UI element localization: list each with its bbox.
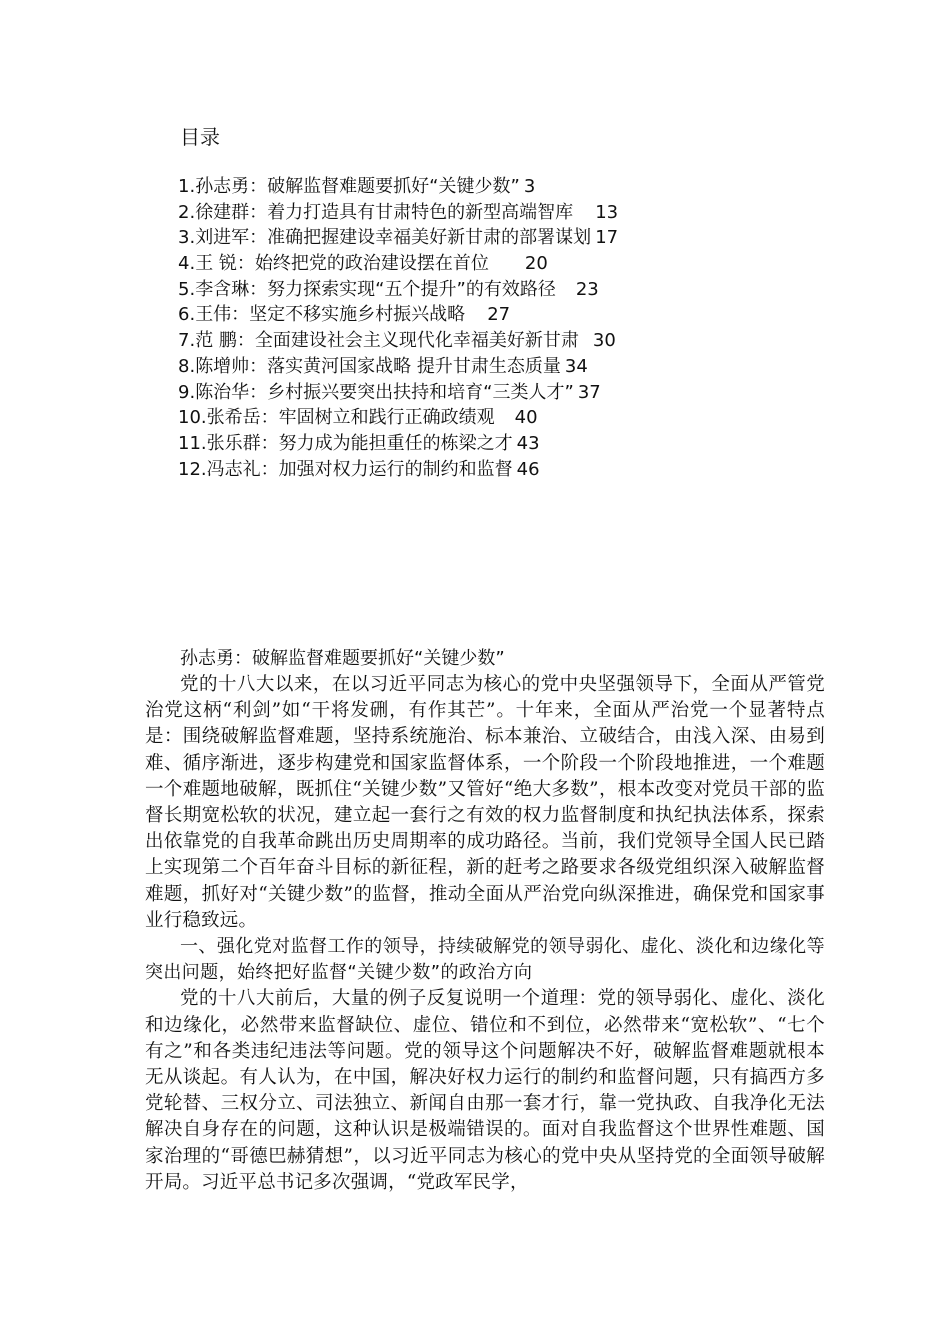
toc-entry-title: 王 锐：始终把党的政治建设摆在首位 — [195, 253, 489, 275]
section-heading: 一、强化党对监督工作的领导，持续破解党的领导弱化、虚化、淡化和边缘化等突出问题，始终把好监督“关键少数”的政治方向 — [145, 936, 825, 984]
toc-entry-page: 13 — [595, 201, 619, 223]
toc-entry-title: 徐建群：着力打造具有甘肃特色的新型高端智库 — [195, 201, 574, 223]
toc-entry-title: 张乐群：努力成为能担重任的栋梁之才 — [206, 432, 513, 454]
toc-entry[interactable] — [178, 302, 738, 328]
toc-entry[interactable] — [178, 174, 738, 200]
toc-entry-page: 40 — [514, 407, 538, 429]
toc-entry-title: 陈治华：乡村振兴要突出扶持和培育“三类人才” — [195, 381, 574, 403]
toc-entry-number: 8. — [178, 355, 196, 377]
toc-entry-number: 3. — [178, 227, 196, 249]
toc-entry-title: 陈增帅：落实黄河国家战略 提升甘肃生态质量 — [195, 355, 561, 377]
toc-entry-number: 9. — [178, 381, 196, 403]
toc-entry[interactable] — [178, 405, 738, 431]
table-of-contents — [178, 174, 738, 482]
toc-entry-page: 37 — [577, 381, 601, 403]
toc-entry-title: 孙志勇：破解监督难题要抓好“关键少数” — [195, 176, 520, 197]
toc-entry-title: 范 鹏：全面建设社会主义现代化幸福美好新甘肃 — [195, 330, 579, 352]
toc-entry-page: 17 — [595, 227, 619, 249]
toc-entry-number: 2. — [178, 201, 196, 223]
toc-entry[interactable] — [178, 328, 738, 354]
article-paragraph: 党的十八大以来，在以习近平同志为核心的党中央坚强领导下，全面从严管党治党这柄“利剑”如“干将发硎，有作其芒”。十年来，全面从严治党一个显著特点是：围绕破解监督难题，坚持系统施治、标本兼治、立破结合，由浅入深、由易到难、循序渐进，逐步构建党和国家监督体系，一个阶段一个阶段地推进，一个难题一个难题地破解，既抓住“关键少数”又管好“绝大多数”，根本改变对党员干部的监督长期宽松软的状况，建立起一套行之有效的权力监督制度和执纪执法体系，探索出依靠党的自我革命跳出历史周期率的成功路径。当前，我们党领导全国人民已踏上实现第二个百年奋斗目标的新征程，新的赶考之路要求各级党组织深入破解监督难题，抓好对“关键少数”的监督，推动全面从严治党向纵深推进，确保党和国家事业行稳致远。 — [145, 674, 825, 931]
toc-heading: 目录 — [180, 125, 220, 149]
toc-entry-number: 11. — [178, 432, 207, 454]
toc-entry[interactable] — [178, 225, 738, 251]
toc-entry-title: 李含琳：努力探索实现“五个提升”的有效路径 — [195, 278, 556, 300]
toc-entry-number: 5. — [178, 278, 196, 300]
toc-entry[interactable] — [178, 354, 738, 380]
article-title: 孙志勇：破解监督难题要抓好“关键少数” — [180, 648, 505, 669]
toc-entry-page: 34 — [564, 355, 588, 377]
toc-entry-number: 7. — [178, 330, 196, 352]
toc-entry-page: 20 — [524, 253, 548, 275]
toc-entry-page: 43 — [516, 432, 540, 454]
toc-entry-page: 27 — [487, 304, 511, 326]
toc-entry-page: 3 — [523, 176, 536, 197]
toc-entry[interactable] — [178, 200, 738, 226]
toc-entry[interactable] — [178, 457, 738, 483]
toc-entry[interactable] — [178, 251, 738, 277]
toc-entry-title: 刘进军：准确把握建设幸福美好新甘肃的部署谋划 — [195, 227, 592, 249]
toc-entry-title: 张希岳：牢固树立和践行正确政绩观 — [206, 407, 495, 429]
article-body — [145, 646, 825, 1196]
toc-entry-number: 10. — [178, 407, 207, 429]
toc-entry-page: 23 — [575, 278, 599, 300]
toc-entry-page: 46 — [516, 458, 540, 480]
toc-entry-number: 12. — [178, 458, 207, 480]
toc-entry-title: 王伟：坚定不移实施乡村振兴战略 — [195, 304, 466, 326]
toc-entry-title: 冯志礼：加强对权力运行的制约和监督 — [206, 458, 513, 480]
article-paragraph: 党的十八大前后，大量的例子反复说明一个道理：党的领导弱化、虚化、淡化和边缘化，必然带来监督缺位、虚位、错位和不到位，必然带来“宽松软”、“七个有之”和各类违纪违法等问题。党的领导这个问题解决不好，破解监督难题就根本无从谈起。有人认为，在中国，解决好权力运行的制约和监督问题，只有搞西方多党轮替、三权分立、司法独立、新闻自由那一套才行，靠一党执政、自我净化无法解决自身存在的问题，这种认识是极端错误的。面对自我监督这个世界性难题、国家治理的“哥德巴赫猜想”，以习近平同志为核心的党中央从坚持党的全面领导破解开局。习近平总书记多次强调，“党政军民学， — [145, 988, 825, 1193]
toc-entry-number: 6. — [178, 304, 196, 326]
toc-entry-number: 1. — [178, 176, 196, 197]
toc-entry-number: 4. — [178, 253, 196, 275]
toc-entry[interactable] — [178, 380, 738, 406]
toc-entry-page: 30 — [592, 330, 616, 352]
toc-entry[interactable] — [178, 277, 738, 303]
toc-entry[interactable] — [178, 431, 738, 457]
